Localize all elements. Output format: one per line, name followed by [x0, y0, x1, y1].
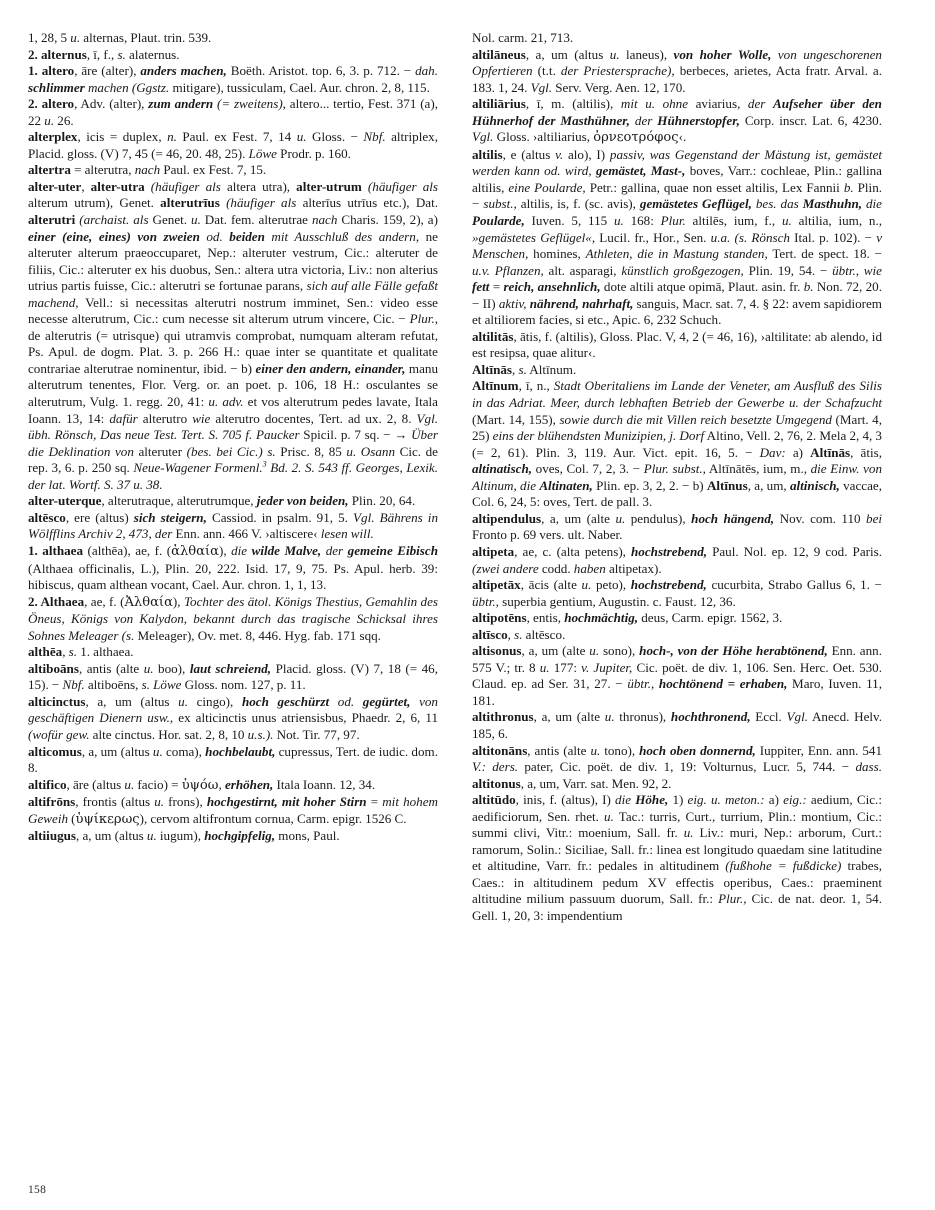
dictionary-entry: altiiugus, a, um (altus u. iugum), hochgipfelig, mons, Paul.: [28, 828, 340, 844]
dictionary-entry: altifico, āre (altus u. facio) = ὑψόω, erhöhen, Itala Ioann. 12, 34.: [28, 776, 376, 793]
dictionary-entry: altertra = alterutra, nach Paul. ex Fest. 7, 15.: [28, 162, 267, 178]
dictionary-entry: altīsco, s. altēsco.: [472, 626, 566, 642]
dictionary-entry: altithronus, a, um (alte u. thronus), hochthronend, Eccl. Vgl. Anecd. Helv. 185, 6.: [472, 709, 882, 741]
page-columns: [28, 30, 907, 925]
dictionary-entry: altipotēns, entis, hochmächtig, deus, Carm. epigr. 1562, 3.: [472, 610, 783, 626]
dictionary-entry: altipeta, ae, c. (alta petens), hochstrebend, Paul. Nol. ep. 12, 9 cod. Paris. (zwei andere codd. haben altipetax).: [472, 543, 883, 576]
dictionary-entry: 1. althaea (althēa), ae, f. (ἀλθαία), die wilde Malve, der gemeine Eibisch (Althaea officinalis, L.), Plin. 20, 222. Isid. 17, 9, 75. Ps. Apul. herb. 39: hibiscus, quam althean vocant, Cael. Aur. chron. 1, 1, 13.: [28, 542, 438, 593]
dictionary-entry: altisonus, a, um (alte u. sono), hoch-, von der Höhe herabtönend, Enn. ann. 575 V.; tr. 8 u. 177: v. Jupiter, Cic. poët. de div. 1, 106. Sen. Herc. Oet. 530. Claud. ep. ad Ser. 31, 27. − übtr., hochtönend = erhaben, Maro, Iuven. 11, 181.: [472, 643, 882, 708]
dictionary-entry: Altīnum, ī, n., Stadt Oberitaliens im Lande der Veneter, am Ausfluß des Silis in das Adriat. Meer, durch lebhaften Betrieb der Gewerbe u. der Schafzucht (Mart. 14, 155), sowie durch die mit Villen reich besetzte Umgegend (Mart. 4, 25) eins der blühendsten Munizipien, j. Dorf Altino, Vell. 2, 76, 2. Mela 2, 4, 3 (= 2, 61). Plin. 3, 119. Aur. Vict. epit. 16, 5. − Dav: a) Altīnās, ātis, altinatisch, oves, Col. 7, 2, 3. − Plur. subst., Altīnātēs, ium, m., die Einw. von Altinum, die Altinaten, Plin. ep. 3, 2, 2. − b) Altīnus, a, um, altinisch, vaccae, Col. 6, 24, 5: oves, Tert. de pall. 3.: [472, 378, 883, 510]
dictionary-entry: altilitās, ātis, f. (altilis), Gloss. Plac. V, 4, 2 (= 46, 16), ›altilitate: ab alendo, id est resipsa, quae alitur‹.: [472, 328, 882, 361]
left-column: [28, 30, 438, 845]
dictionary-entry: altilāneus, a, um (altus u. laneus), von hoher Wolle, von ungeschorenen Opfertieren (t.t. der Priestersprache), berbeces, arietes, Acta fratr. Arval. a. 183. 1, 24. Vgl. Serv. Verg. Aen. 12, 170.: [472, 46, 882, 95]
dictionary-entry: altilis, e (altus v. alo), I) passiv, was Gegenstand der Mästung ist, gemästet werden kann od. wird, gemästet, Mast-, boves, Varr.: cochleae, Plin.: gallina altilis, eine Poularde, Petr.: gallina, quae non esset altilis, Lex Fannii b. Plin. − subst., altilis, is, f. (sc. avis), gemästetes Geflügel, bes. das Masthuhn, die Poularde, Iuven. 5, 115 u. 168: Plur. altilēs, ium, f., u. altilia, ium, n., »gemästetes Geflügel«, Lucil. fr., Hor., Sen. u.a. (s. Rönsch Ital. p. 102). − v Menschen, homines, Athleten, die in Mastung standen, Tert. de spect. 18. − u.v. Pflanzen, alt. asparagi, künstlich großgezogen, Plin. 19, 54. − übtr., wie fett = reich, ansehnlich, dote altili atque opimā, Plaut. asin. fr. b. Non. 72, 20. − II) aktiv, nährend, nahrhaft, sanguis, Macr. sat. 7, 4. § 22: avem sapidiorem et altiliorem facies, si etc., Apic. 6, 232 Schuch.: [472, 146, 883, 328]
dictionary-entry: 2. Althaea, ae, f. (Ἀλθαία), Tochter des ätol. Königs Thestius, Gemahlin des Öneus, Königs von Kalydon, bekannt durch das tragische Schicksal ihres Sohnes Meleager (s. Meleager), Ov. met. 8, 446. Hyg. fab. 171 sqq.: [28, 593, 439, 643]
dictionary-entry: althēa, s. 1. althaea.: [28, 644, 134, 660]
dictionary-entry: Altīnās, s. Altīnum.: [472, 361, 577, 377]
dictionary-entry: alticomus, a, um (altus u. coma), hochbelaubt, cupressus, Tert. de iudic. dom. 8.: [28, 743, 438, 776]
dictionary-entry: alter-uterque, alterutraque, alterutrumque, jeder von beiden, Plin. 20, 64.: [28, 493, 416, 509]
dictionary-entry: altipetāx, ācis (alte u. peto), hochstrebend, cucurbita, Strabo Gallus 6, 1. − übtr., superbia gentium, Augustin. c. Faust. 12, 36.: [472, 577, 882, 609]
dictionary-entry: alterplex, icis = duplex, n. Paul. ex Fest. 7, 14 u. Gloss. − Nbf. altriplex, Placid. gloss. (V) 7, 45 (= 46, 20. 48, 25). Löwe Prodr. p. 160.: [28, 129, 438, 161]
right-column: [472, 30, 882, 925]
dictionary-entry: altiliārius, ī, m. (altilis), mit u. ohne aviarius, der Aufseher über den Hühnerhof der Masthühner, der Hühnerstopfer, Corp. inscr. Lat. 6, 4230. Vgl. Gloss. ›altiliarius, ὀρνεοτρόφος‹.: [472, 96, 882, 146]
dictionary-entry: alticinctus, a, um (altus u. cingo), hoch geschürzt od. gegürtet, von geschäftigen Dienern usw., ex alticinctis unus atriensisbus, Phaedr. 2, 6, 11 (wofür gew. alte cinctus. Hor. sat. 2, 8, 10 u.s.). Not. Tir. 77, 97.: [28, 693, 438, 742]
dictionary-entry: altiboāns, antis (alte u. boo), laut schreiend, Placid. gloss. (V) 7, 18 (= 46, 15). − Nbf. altiboēns, s. Löwe Gloss. nom. 127, p. 11.: [28, 660, 438, 693]
dictionary-entry: altitonāns, antis (alte u. tono), hoch oben donnernd, Iuppiter, Enn. ann. 541 V.: ders. pater, Cic. poët. de div. 1, 19: Volturnus, Lucr. 5, 744. − dass. altitonus, a, um, Varr. sat. Men. 92, 2.: [472, 742, 883, 791]
page-number: 158: [28, 1184, 47, 1196]
dictionary-entry: altifrōns, frontis (altus u. frons), hochgestirnt, mit hoher Stirn = mit hohem Geweih (ὑψίκερως), cervom altifrontum cornua, Carm. epigr. 1526 C.: [28, 794, 438, 827]
dictionary-entry: altitūdo, inis, f. (altus), I) die Höhe, 1) eig. u. meton.: a) eig.: aedium, Cic.: aedificiorum, Sen. rhet. u. Tac.: turris, Curt., turrium, Plin.: montium, Cic.: summi clivi, Vitr.: moenium, Sall. fr. u. Liv.: muri, Nep.: arborum, Curt.: ramorum, Solin.: Siciliae, Sall. fr.: linea est longitudo quaedam sine latitudine et altitudine, Varr. fr.: pedales in altitudinem (fußhohe = fußdicke) trabes, Caes.: in altitudinem pedum XV effectis operibus, Caes.: praeminent altitudine milium passuum duorum, Sall. fr.: Plur., Cic. de nat. deor. 1, 54. Gell. 1, 20, 3: impendentium: [472, 792, 882, 923]
dictionary-entry: 1. altero, āre (alter), anders machen, Boëth. Aristot. top. 6, 3. p. 712. − dah. schlimmer machen (Ggstz. mitigare), tussiculam, Cael. Aur. chron. 2, 8, 115.: [28, 63, 438, 95]
dictionary-entry: 2. alternus, ī, f., s. alaternus.: [28, 46, 180, 62]
dictionary-entry: 1, 28, 5 u. alternas, Plaut. trin. 539.: [28, 30, 212, 45]
dictionary-entry: altēsco, ere (altus) sich steigern, Cassiod. in psalm. 91, 5. Vgl. Bährens in Wölfflins Archiv 2, 473, der Enn. ann. 466 V. ›altiscere‹ lesen will.: [28, 509, 438, 542]
dictionary-entry: Nol. carm. 21, 713.: [472, 30, 574, 45]
dictionary-entry: 2. altero, Adv. (alter), zum andern (= zweitens), altero... tertio, Fest. 371 (a), 22 u. 26.: [28, 96, 438, 128]
dictionary-entry: altipendulus, a, um (alte u. pendulus), hoch hängend, Nov. com. 110 bei Fronto p. 69 vers. ult. Naber.: [472, 510, 883, 543]
dictionary-entry: alter-uter, alter-utra (häufiger als altera utra), alter-utrum (häufiger als alterum utrum), Genet. alterutrīus (häufiger als alterīus utrīus etc.), Dat. alterutri (archaist. als Genet. u. Dat. fem. alterutrae nach Charis. 159, 2), a) einer (eine, eines) von zweien od. beiden mit Ausschluß des andern, ne alteruter alterum praeoccuparet, Nep.: alteruter vestrum, Cic.: alteruter de filiis, Cic.: alteruter ex his duobus, Sen.: altera utra victoria, Liv.: non alterius utrius partis fuisse, Cic.: alterutri se fortunae parans, sich auf alle Fälle gefaßt machend, Vell.: si necessitas alterutri nostrum imminet, Sen.: video esse necesse alterutrum, Cic.: cum necesse sit alterum utrum vincere, Cic. − Plur., de alterutris (= utrisque) qui utramvis comprobat, numquam alteram refutat, Ps. Apul. de dogm. Plat. 3. p. 266 H.: quae inter se quantitate et qualitate contrariae alterutrae nominentur, ibid. − b) einer den andern, einander, manu alterutrum tenentes, Flor. Verg. or. an poet. p. 106, 18 H.: osculantes se alterutrum, Vulg. 1. regg. 20, 41: u. adv. et vos alterutrum pedes lavate, Itala Ioann. 13, 14: dafür alterutro wie alterutro docentes, Tert. ad ux. 2, 8. Vgl. übh. Rönsch, Das neue Test. Tert. S. 705 f. Paucker Spicil. p. 7 sq. − → Über die Deklination von alteruter (bes. bei Cic.) s. Prisc. 8, 85 u. Osann Cic. de rep. 3, 6. p. 250 sq. Neue-Wagener Formenl.$^3$ Bd. 2. S. 543 ff. Georges, Lexik. der lat. Wortf. S. 37 u. 38.: [28, 178, 439, 492]
